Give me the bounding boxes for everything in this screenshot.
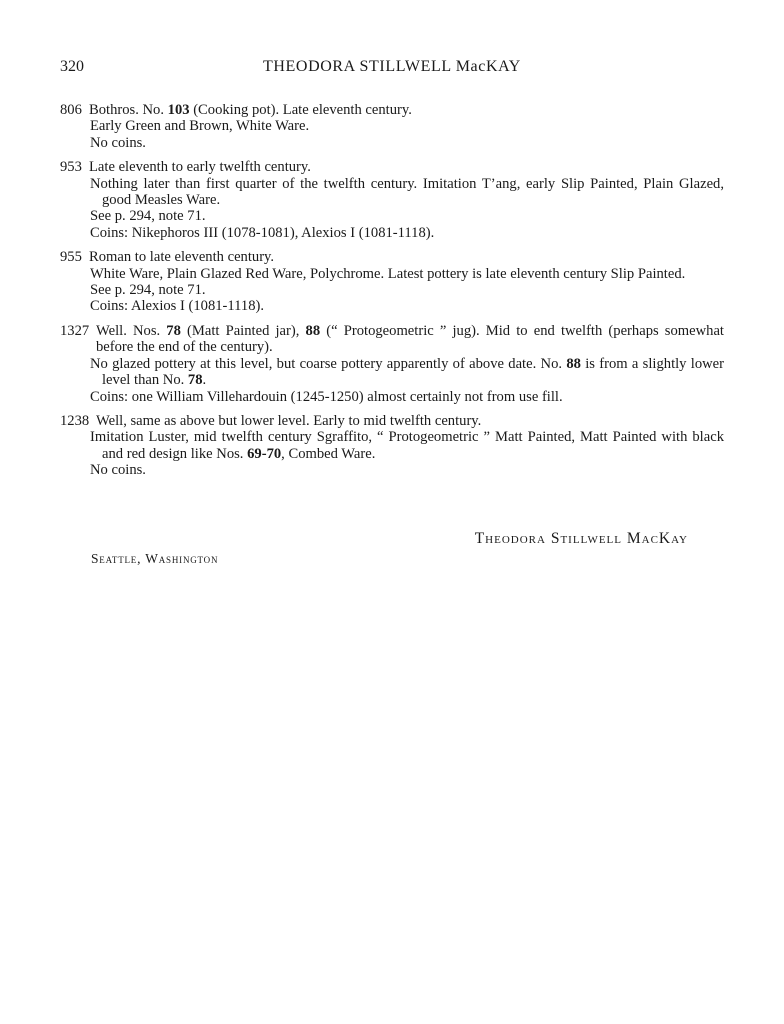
page-number: 320: [60, 58, 84, 75]
deposit-entry: [60, 249, 724, 315]
entry-detail: Nothing later than first quarter of the twelfth century. Imitation T’ang, early Slip Painted, Plain Glazed, good Measles Ware.: [90, 175, 724, 209]
author-location: Seattle, Washington: [91, 551, 219, 566]
entry-heading: 806 Bothros. No. 103 (Cooking pot). Late eleventh century.: [60, 102, 412, 118]
deposit-list: [60, 102, 724, 487]
entry-detail: No glazed pottery at this level, but coarse pottery apparently of above date. No. 88 is from a slightly lower level than No. 78.: [90, 355, 724, 389]
entry-detail: Coins: Alexios I (1081-1118).: [90, 298, 265, 315]
entry-detail: See p. 294, note 71.: [90, 208, 206, 225]
catalogue-number: 78: [187, 372, 203, 389]
entry-detail: See p. 294, note 71.: [90, 282, 206, 299]
catalogue-number: 103: [167, 102, 190, 118]
entry-heading: 955 Roman to late eleventh century.: [60, 249, 275, 266]
deposit-entry: [60, 323, 724, 405]
entry-detail: White Ware, Plain Glazed Red Ware, Polychrome. Latest pottery is late eleventh century Slip Painted.: [90, 265, 686, 282]
deposit-number: 953: [60, 159, 82, 176]
entry-heading: 953 Late eleventh to early twelfth century.: [60, 159, 311, 176]
deposit-entry: [60, 102, 724, 151]
page-header: [60, 58, 724, 82]
deposit-entry: [60, 413, 724, 479]
entry-detail: Coins: Nikephoros III (1078-1081), Alexios I (1081-1118).: [90, 224, 435, 241]
author-signature: Theodora Stillwell MacKay: [474, 530, 688, 547]
entry-detail: Early Green and Brown, White Ware.: [90, 118, 310, 135]
catalogue-number: 78: [166, 322, 181, 339]
deposit-entry: [60, 159, 724, 241]
entry-detail: No coins.: [90, 134, 146, 151]
deposit-number: 955: [60, 249, 82, 266]
entry-heading: 1327 Well. Nos. 78 (Matt Painted jar), 88 (“ Protogeometric ” jug). Mid to end twelfth (perhaps somewhat before the end of the century).: [60, 322, 724, 356]
deposit-number: 1238: [60, 412, 90, 429]
running-head: THEODORA STILLWELL MacKAY: [263, 58, 521, 75]
catalogue-number: 88: [305, 322, 321, 339]
deposit-number: 1327: [60, 322, 90, 339]
entry-detail: No coins.: [90, 462, 146, 479]
catalogue-number: 88: [566, 355, 581, 372]
entry-heading: 1238 Well, same as above but lower level. Early to mid twelfth century.: [60, 412, 482, 429]
entry-detail: Imitation Luster, mid twelfth century Sgraffito, “ Protogeometric ” Matt Painted, Matt Painted with black and red design like Nos. 69-70, Combed Ware.: [90, 429, 724, 462]
catalogue-number: 69-70: [247, 445, 282, 462]
deposit-number: 806: [60, 102, 82, 118]
entry-detail: Coins: one William Villehardouin (1245-1250) almost certainly not from use fill.: [90, 388, 563, 405]
